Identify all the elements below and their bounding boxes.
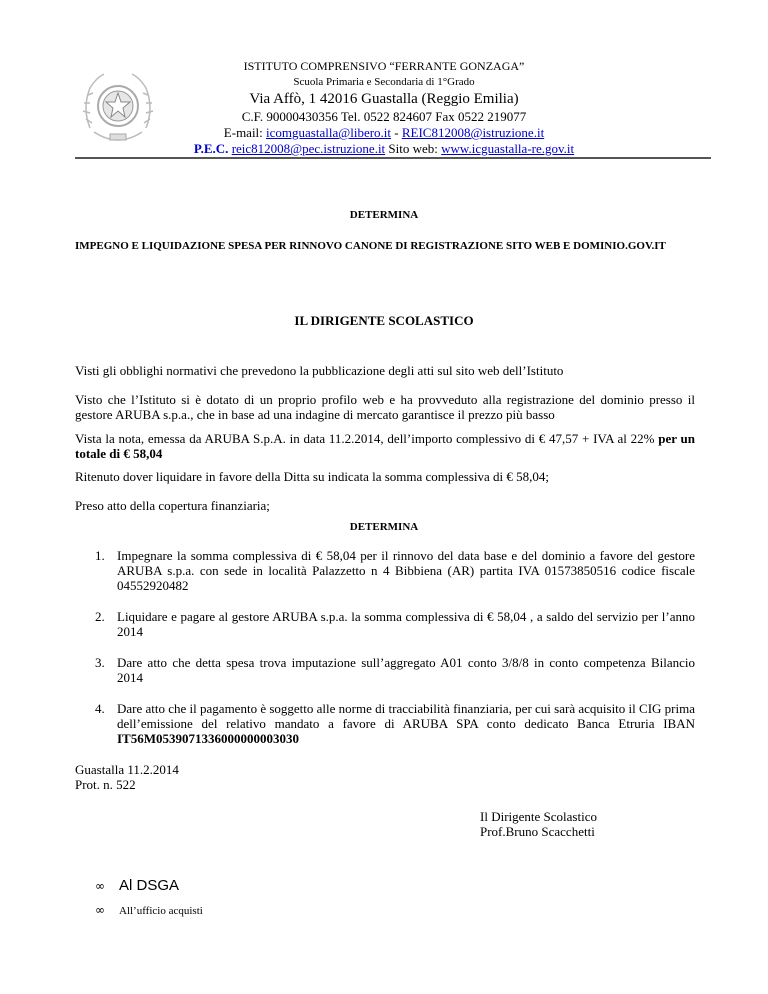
place-date-block [75, 762, 179, 792]
email-label: E-mail: [223, 125, 267, 140]
infinity-bullet-icon: ∞ [95, 903, 105, 917]
list-item-text: Impegnare la somma complessiva di € 58,04 per il rinnovo del data base e del dominio a favore del gestore ARUBA s.p.a. con sede in località Palazzetto n 4 Bibbiena (AR) partita IVA 01573850516 codice fiscale 04552920482 [117, 548, 695, 593]
letterhead [0, 58, 768, 157]
place-date: Guastalla 11.2.2014 [75, 762, 179, 777]
recipient-text: Al DSGA [119, 877, 180, 894]
header-divider [75, 157, 711, 159]
signature-name: Prof.Bruno Scacchetti [480, 824, 595, 839]
school-cf-tel-fax: C.F. 90000430356 Tel. 0522 824607 Fax 0522 219077 [241, 109, 527, 124]
paragraph-ritenuto: Ritenuto dover liquidare in favore della Ditta su indicata la somma complessiva di € 58,04; [75, 469, 550, 484]
signature-role: Il Dirigente Scolastico [480, 809, 597, 824]
paragraph-visti: Visti gli obblighi normativi che prevedono la pubblicazione degli atti sul sito web dell’Istituto [75, 363, 564, 378]
email-line [0, 125, 768, 141]
determina-heading: DETERMINA [349, 521, 419, 533]
iban-code: IT56M0539071336000000003030 [117, 731, 299, 746]
signature-block [480, 809, 597, 839]
school-address: Via Affò, 1 42016 Guastalla (Reggio Emilia) [249, 91, 519, 107]
pec-email-link[interactable]: reic812008@pec.istruzione.it [231, 141, 386, 156]
recipient-text: All’ufficio acquisti [119, 905, 203, 917]
document-title: DETERMINA [349, 209, 419, 221]
recipient-item [95, 903, 203, 917]
list-item-text: Dare atto che detta spesa trova imputazione sull’aggregato A01 conto 3/8/8 in conto competenza Bilancio 2014 [117, 655, 695, 685]
paragraph-vista [75, 431, 695, 461]
school-type: Scuola Primaria e Secondaria di 1°Grado [293, 76, 475, 88]
paragraph-vista-text: Vista la nota, emessa da ARUBA S.p.A. in data 11.2.2014, dell’importo complessivo di € 47,57 + IVA al 22% [75, 431, 659, 446]
paragraph-visto: Visto che l’Istituto si è dotato di un proprio profilo web e ha provveduto alla registrazione del dominio presso il gestore ARUBA s.p.a., che in base ad una indagine di mercato garantisce il prezzo più basso [75, 392, 695, 422]
document-subject: IMPEGNO E LIQUIDAZIONE SPESA PER RINNOVO CANONE DI REGISTRAZIONE SITO WEB E DOMINIO.GOV.IT [75, 240, 666, 252]
recipient-item [95, 877, 179, 894]
email-separator: - [391, 125, 402, 140]
list-item [95, 701, 695, 746]
list-item-text [117, 701, 695, 746]
web-label: Sito web: [385, 141, 442, 156]
email-link-1[interactable]: icomguastalla@libero.it [266, 125, 392, 140]
authority-heading: IL DIRIGENTE SCOLASTICO [294, 313, 474, 328]
list-item-text-main: Dare atto che il pagamento è soggetto alle norme di tracciabilità finanziaria, per cui sarà acquisito il CIG prima dell’emissione del relativo mandato a favore di ARUBA SPA conto dedicato Banca Etruria IBAN [117, 701, 695, 731]
protocol-number: Prot. n. 522 [75, 777, 136, 792]
list-item-text: Liquidare e pagare al gestore ARUBA s.p.a. la somma complessiva di € 58,04 , a saldo del servizio per l’anno 2014 [117, 609, 695, 639]
website-link[interactable]: www.icguastalla-re.gov.it [441, 141, 575, 156]
list-item [95, 548, 695, 593]
paragraph-preso-atto: Preso atto della copertura finanziaria; [75, 498, 270, 513]
infinity-bullet-icon: ∞ [95, 879, 105, 893]
email-link-2[interactable]: REIC812008@istruzione.it [401, 125, 545, 140]
list-item-number: 2. [95, 609, 105, 624]
paragraph-vista-total: per un totale di € 58,04 [75, 431, 695, 461]
list-item-number: 1. [95, 548, 105, 563]
pec-label: P.E.C. [193, 141, 229, 156]
list-item [95, 609, 695, 639]
pec-line [0, 141, 768, 157]
list-item-number: 3. [95, 655, 105, 670]
school-name: ISTITUTO COMPRENSIVO “FERRANTE GONZAGA” [243, 59, 525, 73]
list-item-number: 4. [95, 701, 105, 716]
list-item [95, 655, 695, 685]
